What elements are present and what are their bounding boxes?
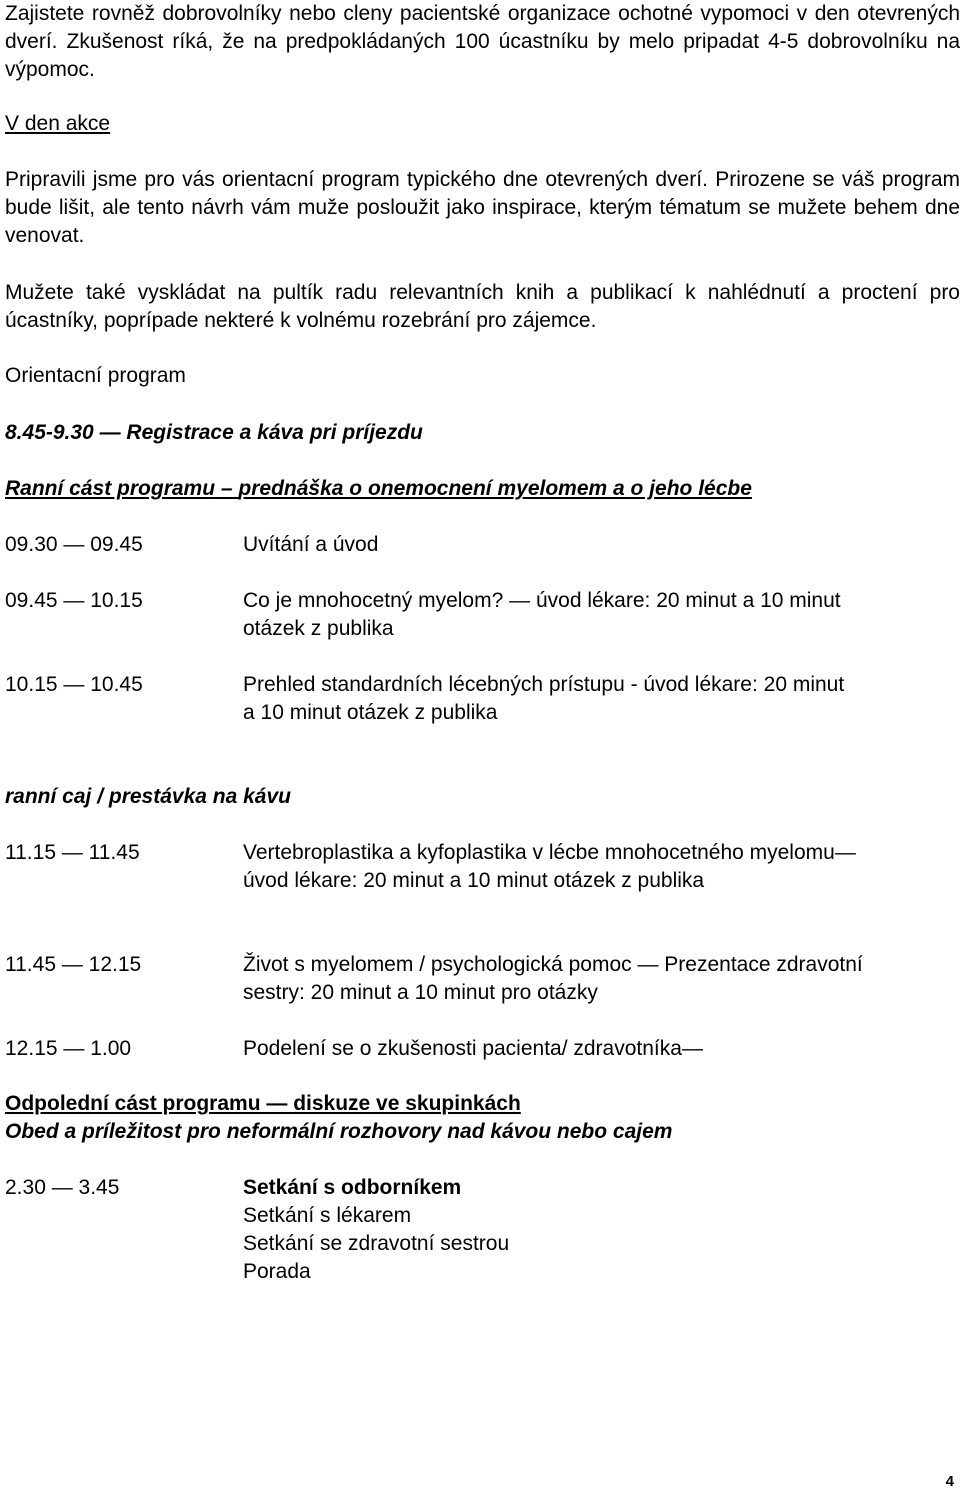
desc-line: Co je mnohocetný myelom? — úvod lékare: 20 minut a 10 minut (243, 589, 841, 612)
program-heading: Orientacní program (5, 364, 186, 387)
event-day-paragraph-1: Pripravili jsme pro vás orientacní program typického dne otevrených dverí. Prirozene se váš program bude lišit, ale tento návrh vám muže posloužit jako inspirace, kterým tématum se mužete behem dne venovat. (5, 168, 960, 247)
document-page (5, 0, 960, 1499)
morning-section-heading (5, 475, 960, 503)
break-line: ranní caj / prestávka na kávu (5, 785, 291, 808)
desc-line: Setkání s lékarem (243, 1204, 412, 1227)
program-item-time: 09.45 — 10.15 (5, 589, 143, 612)
desc-line: a 10 minut otázek z publika (243, 701, 498, 724)
desc-line: otázek z publika (243, 617, 394, 640)
program-item-desc (243, 671, 955, 727)
desc-line: sestry: 20 minut a 10 minut pro otázky (243, 981, 598, 1004)
event-day-heading: V den akce (5, 112, 111, 135)
desc-line: Vertebroplastika a kyfoplastika v lécbe mnohocetného myelomu— (243, 841, 856, 864)
program-item-desc (243, 951, 955, 1007)
desc-line: Setkání se zdravotní sestrou (243, 1232, 510, 1255)
program-item-time: 09.30 — 09.45 (5, 533, 143, 556)
page-number: 4 (945, 1473, 954, 1490)
program-item-desc: Podelení se o zkušenosti pacienta/ zdravotníka— (243, 1037, 703, 1060)
desc-line: Prehled standardních lécebných prístupu - úvod lékare: 20 minut (243, 673, 845, 696)
program-item-desc: Uvítání a úvod (243, 533, 379, 556)
program-item-time: 10.15 — 10.45 (5, 673, 143, 696)
afternoon-section-heading: Odpolední cást programu — diskuze ve skupinkách (5, 1092, 521, 1115)
program-item-time: 12.15 — 1.00 (5, 1037, 132, 1060)
event-day-paragraph-2: Mužete také vyskládat na pultík radu relevantních knih a publikací k nahlédnutí a proctení pro úcastníky, poprípade nekteré k volnému rozebrání pro zájemce. (5, 281, 960, 332)
program-item-time: 11.15 — 11.45 (5, 841, 140, 864)
intro-paragraph: Zajistete rovněž dobrovolníky nebo cleny pacientské organizace ochotné vypomoci v den otevrených dverí. Zkušenost ríká, že na predpokládaných 100 úcastníku by melo pripadat 4-5 dobrovolníku na výpomoc. (5, 2, 960, 81)
lunch-line: Obed a príležitost pro neformální rozhovory nad kávou nebo cajem (5, 1120, 673, 1143)
program-item-desc (243, 1174, 955, 1286)
program-item-desc (243, 839, 955, 895)
desc-line: Porada (243, 1260, 311, 1283)
program-item-time: 2.30 — 3.45 (5, 1176, 120, 1199)
morning-heading-part-a: Ranní cást programu (5, 477, 216, 500)
desc-line-title: Setkání s odborníkem (243, 1176, 462, 1199)
program-item-desc (243, 587, 955, 643)
morning-heading-part-b: prednáška o onemocnení myelomem a o jeho lécbe (238, 477, 752, 500)
program-item-time: 11.45 — 12.15 (5, 953, 142, 976)
desc-line: Život s myelomem / psychologická pomoc — Prezentace zdravotní (243, 953, 863, 976)
desc-line: úvod lékare: 20 minut a 10 minut otázek z publika (243, 869, 705, 892)
morning-heading-separator: – (215, 477, 239, 500)
registration-line: 8.45-9.30 — Registrace a káva pri príjezdu (5, 421, 423, 444)
